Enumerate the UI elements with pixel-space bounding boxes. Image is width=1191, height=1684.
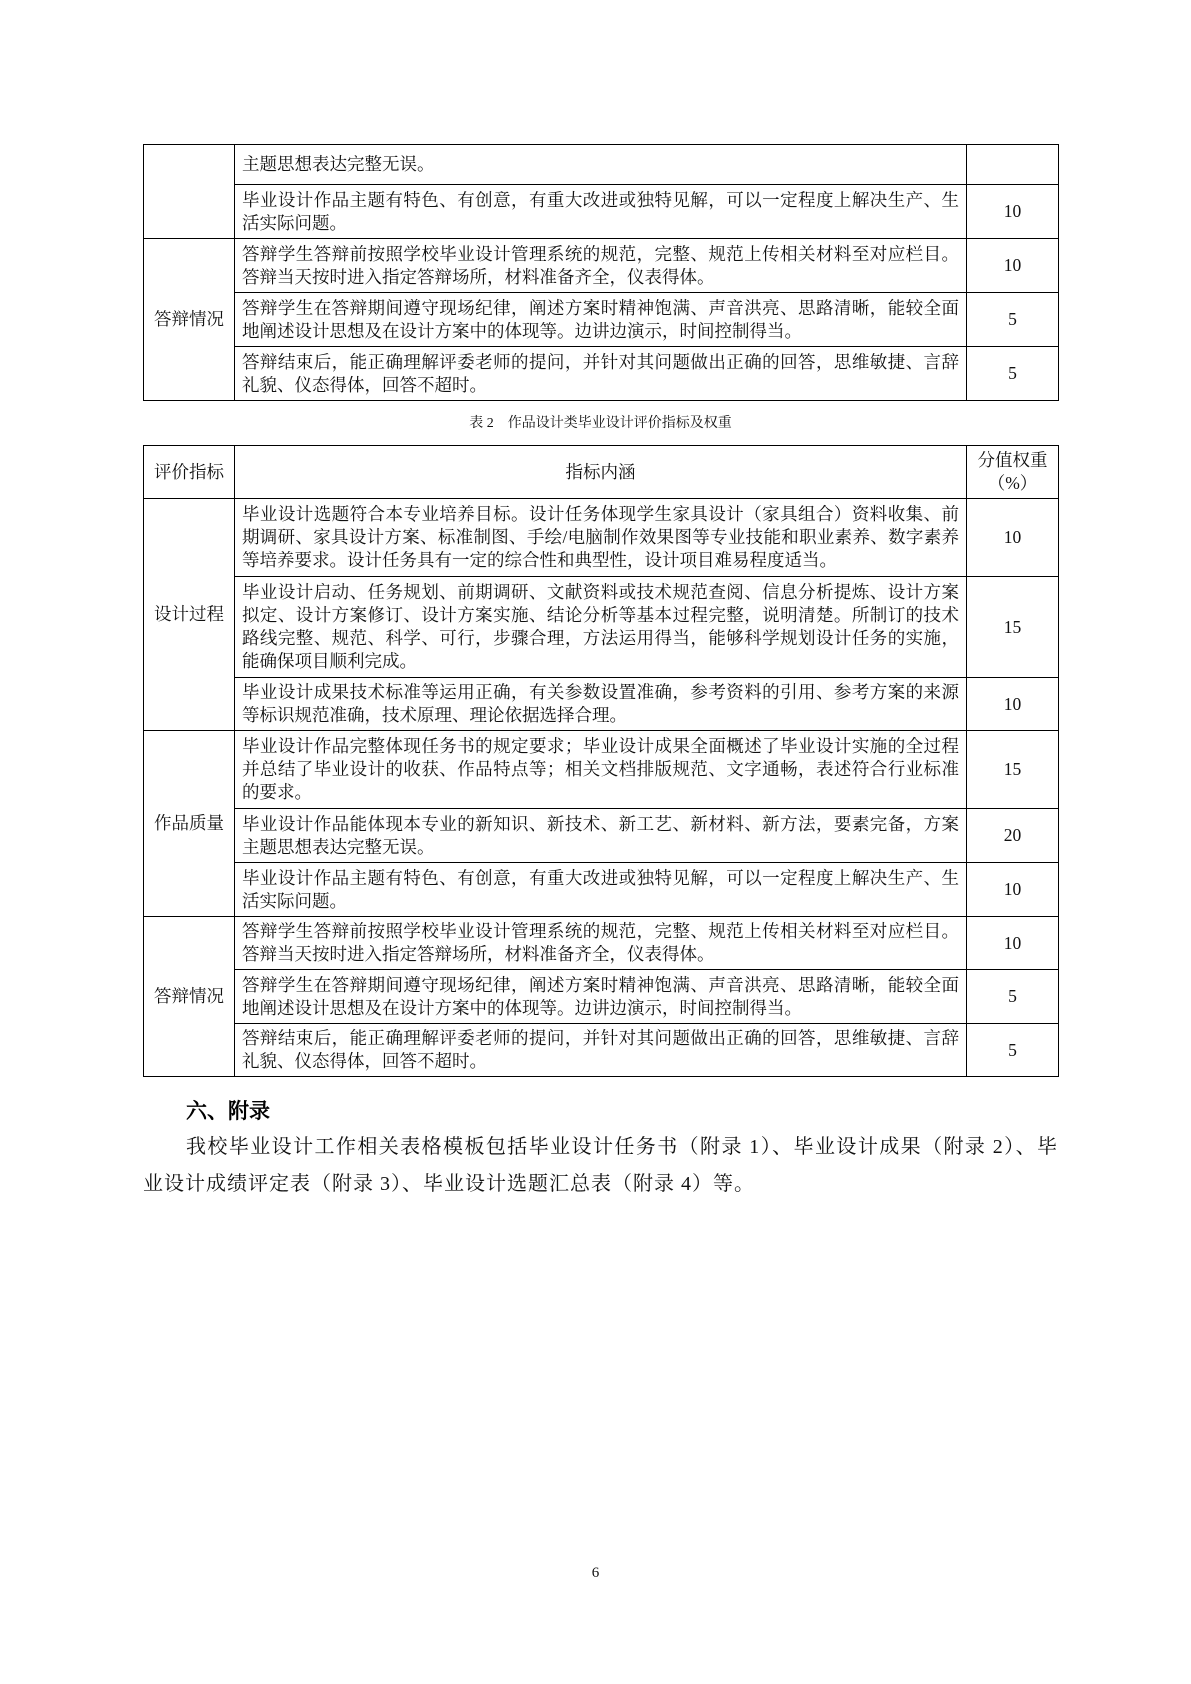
score-cell: 20 [967,809,1059,863]
content-cell: 毕业设计作品能体现本专业的新知识、新技术、新工艺、新材料、新方法，要素完备，方案主题思想表达完整无误。 [235,809,967,863]
indicator-cell: 作品质量 [144,731,235,917]
content-cell: 答辩学生在答辩期间遵守现场纪律，阐述方案时精神饱满、声音洪亮、思路清晰，能较全面地阐述设计思想及在设计方案中的体现等。边讲边演示，时间控制得当。 [235,293,967,347]
table-row [144,970,1059,1024]
indicator-cell [144,145,235,239]
table-row [144,1024,1059,1077]
score-cell: 10 [967,499,1059,577]
header-score-label: 分值权重 [977,450,1048,470]
page-number: 6 [591,1565,600,1581]
score-cell: 10 [967,678,1059,731]
section-paragraph: 我校毕业设计工作相关表格模板包括毕业设计任务书（附录 1）、毕业设计成果（附录 2）、毕业设计成绩评定表（附录 3）、毕业设计选题汇总表（附录 4）等。 [143,1136,1058,1195]
indicator-cell: 设计过程 [144,499,235,731]
table-row [144,809,1059,863]
page-content [143,144,1058,1203]
content-cell: 主题思想表达完整无误。 [235,145,967,185]
table-row [144,731,1059,809]
score-cell: 15 [967,577,1059,678]
content-cell: 毕业设计作品主题有特色、有创意，有重大改进或独特见解，可以一定程度上解决生产、生活实际问题。 [235,863,967,917]
score-cell: 5 [967,347,1059,401]
indicator-cell: 答辩情况 [144,239,235,401]
table-row [144,577,1059,678]
content-cell: 毕业设计成果技术标准等运用正确，有关参数设置准确，参考资料的引用、参考方案的来源等标识规范准确，技术原理、理论依据选择合理。 [235,678,967,731]
table-row [144,185,1059,239]
score-cell: 10 [967,917,1059,970]
evaluation-table [143,445,1059,1077]
content-cell: 毕业设计选题符合本专业培养目标。设计任务体现学生家具设计（家具组合）资料收集、前期调研、家具设计方案、标准制图、手绘/电脑制作效果图等专业技能和职业素养、数字素养等培养要求。设计任务具有一定的综合性和典型性，设计项目难易程度适当。 [235,499,967,577]
content-cell: 答辩学生答辩前按照学校毕业设计管理系统的规范，完整、规范上传相关材料至对应栏目。答辩当天按时进入指定答辩场所，材料准备齐全，仪表得体。 [235,239,967,293]
score-cell: 15 [967,731,1059,809]
score-cell: 10 [967,239,1059,293]
content-cell: 答辩学生在答辩期间遵守现场纪律，阐述方案时精神饱满、声音洪亮、思路清晰，能较全面地阐述设计思想及在设计方案中的体现等。边讲边演示，时间控制得当。 [235,970,967,1024]
evaluation-table-continued [143,144,1059,401]
table-caption [143,413,1058,435]
table-row [144,678,1059,731]
table-row [144,499,1059,577]
score-cell: 5 [967,970,1059,1024]
table-caption-title: 作品设计类毕业设计评价指标及权重 [507,416,732,431]
score-cell: 5 [967,293,1059,347]
table-row [144,145,1059,185]
content-cell: 答辩结束后，能正确理解评委老师的提问，并针对其问题做出正确的回答，思维敏捷、言辞礼貌、仪态得体，回答不超时。 [235,347,967,401]
section-heading: 六、附录 [186,1099,270,1123]
header-indicator: 评价指标 [144,446,235,499]
content-cell: 毕业设计作品完整体现任务书的规定要求；毕业设计成果全面概述了毕业设计实施的全过程并总结了毕业设计的收获、作品特点等；相关文档排版规范、文字通畅，表述符合行业标准的要求。 [235,731,967,809]
content-cell: 答辩学生答辩前按照学校毕业设计管理系统的规范，完整、规范上传相关材料至对应栏目。答辩当天按时进入指定答辩场所，材料准备齐全，仪表得体。 [235,917,967,970]
content-cell: 毕业设计作品主题有特色、有创意，有重大改进或独特见解，可以一定程度上解决生产、生活实际问题。 [235,185,967,239]
table-row [144,863,1059,917]
table-header-row [144,446,1059,499]
score-cell: 10 [967,863,1059,917]
table-row [144,347,1059,401]
header-score [967,446,1059,499]
table-row [144,293,1059,347]
table-caption-label: 表 2 [469,416,494,431]
table-row [144,239,1059,293]
indicator-cell: 答辩情况 [144,917,235,1077]
header-score-unit: （%） [987,473,1038,493]
content-cell: 答辩结束后，能正确理解评委老师的提问，并针对其问题做出正确的回答，思维敏捷、言辞礼貌、仪态得体，回答不超时。 [235,1024,967,1077]
content-cell: 毕业设计启动、任务规划、前期调研、文献资料或技术规范查阅、信息分析提炼、设计方案拟定、设计方案修订、设计方案实施、结论分析等基本过程完整，说明清楚。所制订的技术路线完整、规范、科学、可行，步骤合理，方法运用得当，能够科学规划设计任务的实施，能确保项目顺利完成。 [235,577,967,678]
score-cell: 5 [967,1024,1059,1077]
score-cell [967,145,1059,185]
header-content: 指标内涵 [235,446,967,499]
table-row [144,917,1059,970]
score-cell: 10 [967,185,1059,239]
